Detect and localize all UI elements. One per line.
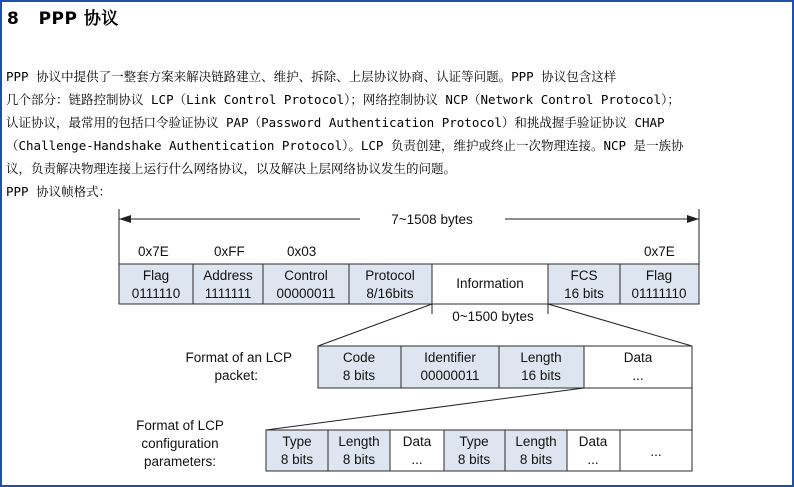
lcp-field-name: Code bbox=[342, 350, 376, 365]
paragraph-line-5: 议，负责解决物理连接上运行什么网络协议，以及解决上层网络协议发生的问题。 bbox=[6, 161, 457, 176]
frame-field-value: 16 bits bbox=[564, 286, 604, 301]
frame-field-name: Protocol bbox=[365, 268, 415, 283]
frame-field-value: 1111111 bbox=[204, 286, 252, 301]
expand-line-right bbox=[548, 304, 692, 346]
cfg-field-value: 8 bits bbox=[457, 452, 491, 467]
lcp-field-value: ... bbox=[632, 368, 644, 383]
cfg-field-name: Type bbox=[282, 434, 312, 449]
cfg-field-name: Length bbox=[338, 434, 380, 449]
lcp-field-value: 8 bits bbox=[342, 368, 376, 383]
frame-field-name: FCS bbox=[570, 268, 598, 283]
lcp-format-label: packet: bbox=[214, 368, 258, 383]
lcp-field-value: 00000011 bbox=[420, 368, 480, 383]
cfg-field-value: ... bbox=[587, 452, 599, 467]
frame-field-name: Address bbox=[203, 268, 253, 283]
lcp-field-value: 16 bits bbox=[521, 368, 561, 383]
expand-line-left bbox=[266, 388, 584, 430]
address-hex-value: 0xFF bbox=[214, 244, 245, 259]
frame-field-name: Information bbox=[456, 276, 524, 291]
cfg-field-name: Type bbox=[459, 434, 489, 449]
frame-field-name: Flag bbox=[142, 268, 170, 283]
flag-hex-value: 0x7E bbox=[138, 244, 169, 259]
frame-field-value: 01111110 bbox=[631, 286, 687, 301]
page-title: 8 PPP 协议 bbox=[7, 9, 119, 29]
frame-field-value: 8/16bits bbox=[366, 286, 414, 301]
frame-field-name: Flag bbox=[645, 268, 673, 283]
paragraph-line-6: PPP 协议帧格式： bbox=[6, 184, 112, 199]
lcp-field-name: Data bbox=[623, 350, 653, 365]
frame-field-value: 0111110 bbox=[131, 286, 181, 301]
cfg-field-name: Data bbox=[578, 434, 608, 449]
lcp-field-name: Length bbox=[520, 350, 562, 365]
cfg-format-label: configuration bbox=[141, 436, 219, 451]
cfg-format-label: Format of LCP bbox=[136, 418, 224, 433]
arrowhead-left bbox=[119, 215, 131, 223]
cfg-field-name: Length bbox=[515, 434, 557, 449]
cfg-field-name: Data bbox=[402, 434, 432, 449]
frame-field-name: Control bbox=[284, 268, 328, 283]
end-flag-hex-value: 0x7E bbox=[644, 244, 675, 259]
paragraph-line-2: 几个部分：链路控制协议 LCP（Link Control Protocol）；网络控制协议 NCP（Network Control Protocol）； bbox=[6, 92, 680, 107]
cfg-field-value: 8 bits bbox=[519, 452, 553, 467]
cfg-field-value: ... bbox=[411, 452, 423, 467]
paragraph-line-4: （Challenge-Handshake Authentication Protocol）。LCP 负责创建，维护或终止一次物理连接。NCP 是一族协 bbox=[6, 138, 684, 153]
arrowhead-right bbox=[687, 215, 699, 223]
lcp-field-name: Identifier bbox=[424, 350, 476, 365]
cfg-field-value: ... bbox=[650, 444, 662, 459]
frame-field-value: 00000011 bbox=[276, 286, 336, 301]
cfg-format-label: parameters: bbox=[143, 454, 217, 469]
cfg-field-value: 8 bits bbox=[342, 452, 376, 467]
paragraph-line-3: 认证协议，最常用的包括口令验证协议 PAP（Password Authentication Protocol）和挑战握手验证协议 CHAP bbox=[6, 115, 665, 130]
lcp-format-label: Format of an LCP bbox=[185, 350, 292, 365]
paragraph-line-1: PPP 协议中提供了一整套方案来解决链路建立、维护、拆除、上层协议协商、认证等问题。PPP 协议包含这样 bbox=[6, 69, 617, 84]
total-length-label: 7~1508 bytes bbox=[391, 212, 473, 227]
expand-line-left bbox=[318, 304, 432, 346]
cfg-field-value: 8 bits bbox=[280, 452, 314, 467]
control-hex-value: 0x03 bbox=[287, 244, 317, 259]
info-length-label: 0~1500 bytes bbox=[452, 309, 534, 324]
